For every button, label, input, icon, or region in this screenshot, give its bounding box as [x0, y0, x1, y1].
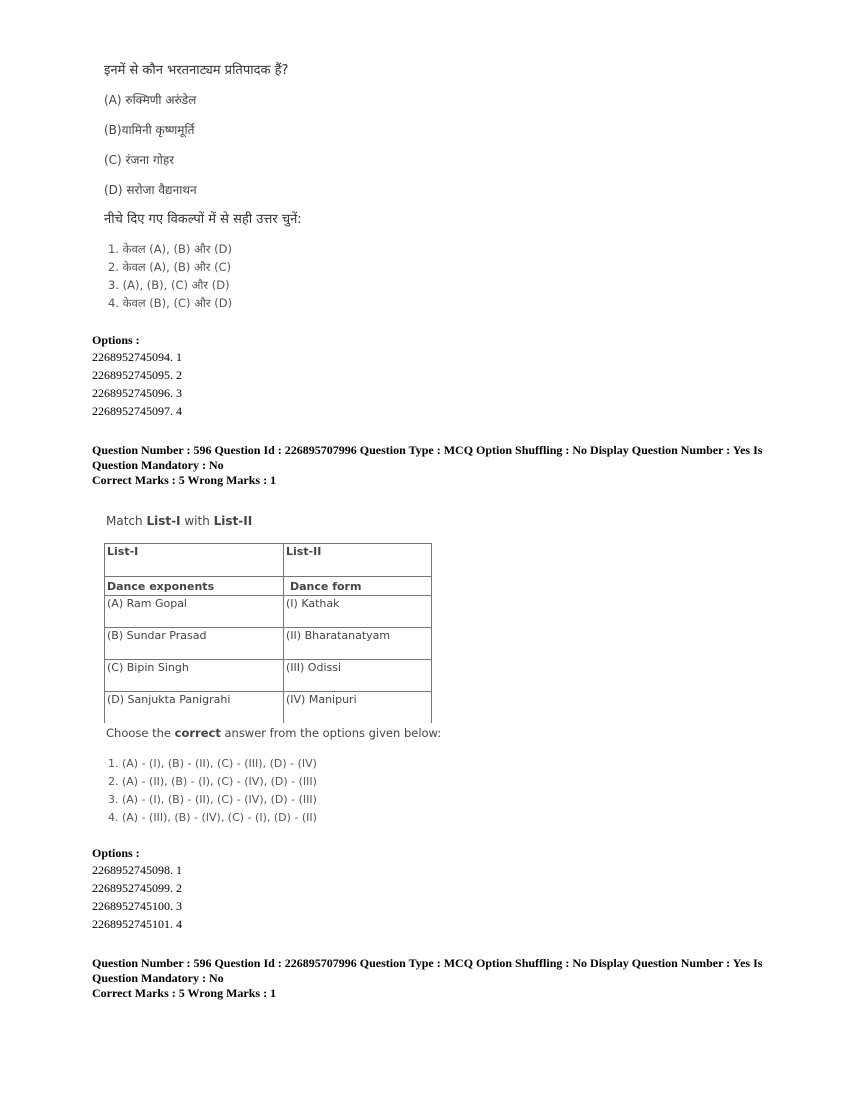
table-cell: (A) Ram Gopal	[105, 596, 284, 628]
options-label: Options :	[92, 333, 140, 347]
option-id-2: 2268952745099. 2	[92, 881, 182, 895]
answer-choice-2: 2. (A) - (II), (B) - (I), (C) - (IV), (D) - (III)	[108, 775, 317, 788]
match-table	[104, 543, 432, 723]
table-header-cell: List-II	[284, 544, 432, 577]
answer-choice-3: 3. (A) - (I), (B) - (II), (C) - (IV), (D) - (III)	[108, 793, 317, 806]
question-item-a: (A) रुक्मिणी अरुंडेल	[104, 93, 197, 107]
option-id-1: 2268952745094. 1	[92, 350, 182, 364]
options-label: Options :	[92, 846, 140, 860]
option-id-1: 2268952745098. 1	[92, 863, 182, 877]
option-id-2: 2268952745095. 2	[92, 368, 182, 382]
table-cell: (B) Sundar Prasad	[105, 628, 284, 660]
table-subheader-row	[105, 577, 432, 596]
question-text-hindi: इनमें से कौन भरतनाट्यम प्रतिपादक हैं?	[104, 63, 289, 78]
choose-instruction-hindi: नीचे दिए गए विकल्पों में से सही उत्तर चुनें:	[104, 212, 302, 227]
table-header-cell: List-I	[105, 544, 284, 577]
table-cell: (IV) Manipuri	[284, 692, 432, 724]
question-item-d: (D) सरोजा वैद्यनाथन	[104, 183, 197, 197]
option-id-4: 2268952745101. 4	[92, 917, 182, 931]
table-row	[105, 660, 432, 692]
marks-line: Correct Marks : 5 Wrong Marks : 1	[92, 473, 277, 487]
table-cell: (III) Odissi	[284, 660, 432, 692]
table-row	[105, 692, 432, 724]
answer-choice-1: 1. केवल (A), (B) और (D)	[108, 242, 232, 256]
answer-choice-1: 1. (A) - (I), (B) - (II), (C) - (III), (D) - (IV)	[108, 757, 317, 770]
table-subheader-cell: Dance form	[284, 577, 432, 596]
option-id-3: 2268952745100. 3	[92, 899, 182, 913]
table-cell: (D) Sanjukta Panigrahi	[105, 692, 284, 724]
option-id-4: 2268952745097. 4	[92, 404, 182, 418]
table-cell: (II) Bharatanatyam	[284, 628, 432, 660]
option-id-3: 2268952745096. 3	[92, 386, 182, 400]
table-subheader-cell: Dance exponents	[105, 577, 284, 596]
answer-choice-4: 4. केवल (B), (C) और (D)	[108, 296, 233, 310]
answer-choice-2: 2. केवल (A), (B) और (C)	[108, 260, 232, 274]
match-instruction: Match List-I with List-II	[106, 514, 253, 528]
table-cell: (C) Bipin Singh	[105, 660, 284, 692]
question-item-b: (B)यामिनी कृष्णमूर्ति	[104, 123, 195, 137]
choose-instruction: Choose the correct answer from the options given below:	[106, 726, 442, 740]
question-meta: Question Number : 596 Question Id : 226895707996 Question Type : MCQ Option Shuffling : No Display Question Number : Yes Is Question Mandatory : No	[92, 956, 763, 985]
question-item-c: (C) रंजना गोहर	[104, 153, 175, 167]
marks-line: Correct Marks : 5 Wrong Marks : 1	[92, 986, 277, 1000]
table-header-row	[105, 544, 432, 577]
table-row	[105, 628, 432, 660]
table-row	[105, 596, 432, 628]
table-cell: (I) Kathak	[284, 596, 432, 628]
answer-choice-4: 4. (A) - (III), (B) - (IV), (C) - (I), (D) - (II)	[108, 811, 317, 824]
question-meta: Question Number : 596 Question Id : 226895707996 Question Type : MCQ Option Shuffling : No Display Question Number : Yes Is Question Mandatory : No	[92, 443, 763, 472]
answer-choice-3: 3. (A), (B), (C) और (D)	[108, 278, 230, 292]
